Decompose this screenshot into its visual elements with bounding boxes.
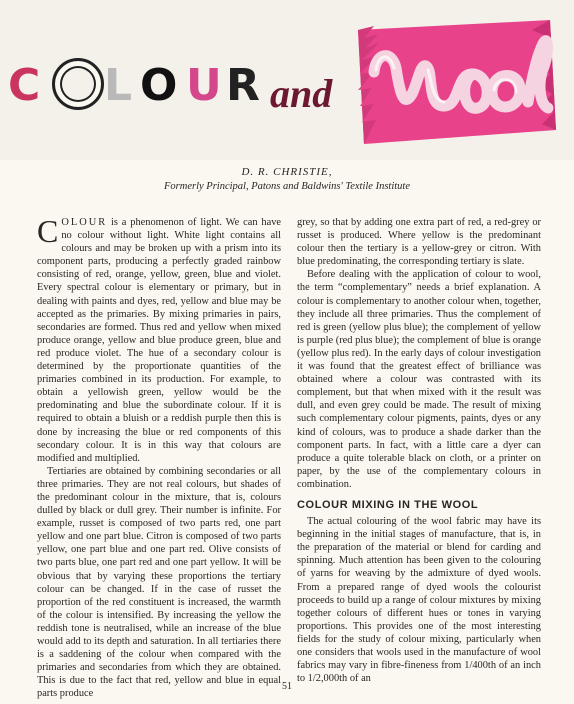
title-banner — [0, 0, 574, 160]
title-letter-c: C — [8, 60, 41, 111]
title-letter-o: O — [140, 60, 178, 111]
title-and: and — [270, 71, 333, 116]
paragraph-intro — [37, 213, 281, 465]
title-letter-r: R — [226, 60, 260, 111]
drop-cap: C — [37, 213, 59, 249]
title-letter-l: L — [104, 60, 133, 111]
intro-text: is a phenomenon of light. We can have no colour without light. White light contains all colours and may be broken up with a prism into its component parts, producing a perfectly graded rainbow consisting of red, orange, yellow, green, blue and violet. Every spectral colour is elementary or primary, but in dealing with paints and dyes, red, yellow and blue may be accepted as the primaries. By mixing primaries in pairs, secondaries are formed. Thus red and yellow when mixed produce orange, yellow and blue produce green, blue and red produce violet. The hue of a secondary colour is determined by the proportionate quantities of the primaries combined in its production. For example, to obtain a yellowish green, yellow would be the predominating and blue the subordinate colour. If it is required to obtain a bluish or a reddish purple then this is done by increasing the blue or red components of this secondary colour. It is in this way that colours are modified and multiplied. — [37, 217, 281, 464]
author-affiliation: Formerly Principal, Patons and Baldwins' Textile Institute — [164, 181, 410, 192]
wool-swatch-illustration — [352, 12, 562, 152]
title-letter-u: U — [186, 60, 222, 111]
intro-lead-word: OLOUR — [61, 217, 108, 228]
paragraph-grey: grey, so that by adding one extra part of red, a red-grey or russet is produced. Where yellow is the predominant colour then the tertiary is a yellow-grey or citron. With blue predominating, the corresponding tertiary is slate. — [297, 217, 541, 268]
title-letter-o-circle — [52, 58, 104, 110]
left-column — [37, 213, 281, 700]
paragraph-mixing: The actual colouring of the wool fabric may have its beginning in the initial stages of manufacture, that is, in the preparation of the material or blend for carding and spinning. Much attention has been given to the colouring of yarns for weaving by the admixture of dyed wools. From a prepared range of dyed wools the colourist proceeds to build up a range of colour mixtures by mixing together colours of different hues or tones in varying proportions. This provides one of the most interesting fields for the study of colour mixing, particularly when one considers that wools used in the manufacture of wool fabrics may vary in fibre-fineness from 1/400th of an inch to 1/2,000th of an — [297, 516, 541, 685]
author-name: D. R. CHRISTIE, — [241, 166, 333, 178]
page-number: 51 — [282, 681, 292, 692]
paragraph-tertiaries: Tertiaries are obtained by combining secondaries or all three primaries. They are not real colours, but shades of the predominant colour in the mixture, that is, colours dulled by black or dull grey. Their number is infinite. For example, russet is composed of two parts red, one part yellow and one part blue. Citron is composed of two parts yellow, one part blue and one part red. Olive consists of two parts blue, one part red and one part yellow. It will be obvious that by varying these proportions the tertiary colour can be changed. If in the case of russet the proportion of the red constituent is increased, the warmth of the colour is intensified. By increasing the yellow the reddish tone is neutralised, while an increase of the blue would add to its depth and saturation. In all tertiaries there is a saddening of the colour when compared with the primaries and secondaries from which they are obtained. This is due to the fact that red, yellow and blue in equal parts produce — [37, 465, 281, 700]
section-heading: COLOUR MIXING IN THE WOOL — [297, 498, 479, 511]
paragraph-complementary: Before dealing with the application of colour to wool, the term “complementary” needs a brief explanation. A colour is complementary to another colour when, together, they include all three primaries. Thus the complement of red is green (yellow plus blue); the complement of yellow is purple (red plus blue); the complement of blue is orange (yellow plus red). In the early days of colour investigation it was found that the greatest effect of brilliance was obtained where a colour was contrasted with its complement, but that when mixed with it the result was dull, and even grey could be made. The result of mixing such complementary colour pigments, paints, dyes or any kind of colours, was to produce a shade darker than the component parts. In fact, with a little care a dyer can produce a quite tolerable black on cloth, or a printer on paper, by the use of the complementary colours in combination. — [297, 269, 541, 490]
right-column — [297, 216, 541, 685]
